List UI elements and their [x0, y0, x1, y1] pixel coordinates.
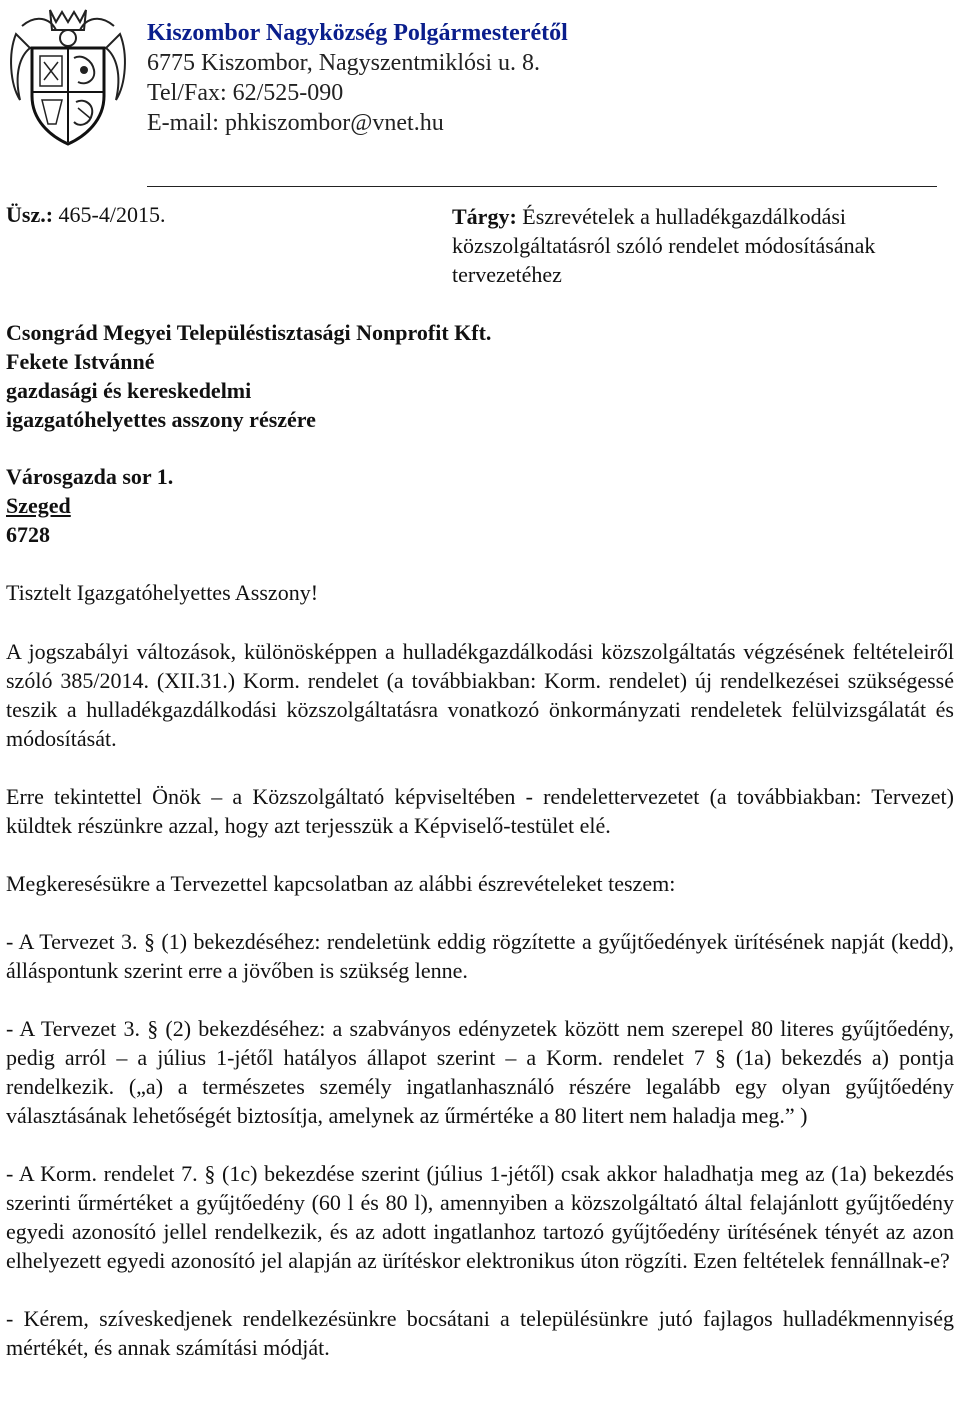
recipient-street: Városgazda sor 1. [6, 464, 174, 489]
subject-line-3: tervezetéhez [452, 262, 562, 287]
reference-value: 465-4/2015. [58, 202, 166, 227]
reference-number [6, 202, 166, 228]
paragraph: - A Korm. rendelet 7. § (1c) bekezdése szerint (július 1-jétől) csak akkor haladhatja meg az (1a) bekezdés szerinti űrmértéket a gyűjtőedény (60 l és 80 l), amennyiben a közszolgáltató által felajánlott gyűjtőedény egyedi azonosító jellel rendelkezik, és az adott ingatlanhoz tartozó gyűjtőedény ürítésének tényét az azon elhelyezett egyedi azonosító jel alapján az ürítéskor elektronikus úton rögzíti. Ezen feltételek fennállnak-e? [6, 1161, 954, 1273]
letterhead-telfax: Tel/Fax: 62/525-090 [147, 80, 344, 106]
letterhead-email: E-mail: phkiszombor@vnet.hu [147, 110, 444, 136]
recipient-zip: 6728 [6, 522, 50, 547]
recipient-role-1: gazdasági és kereskedelmi [6, 378, 252, 403]
paragraph: - A Tervezet 3. § (1) bekezdéséhez: rendeletünk eddig rögzítette a gyűjtőedények ürítésének napját (kedd), álláspontunk szerint erre a jövőben is szükség lenne. [6, 929, 954, 983]
paragraph: - A Tervezet 3. § (2) bekezdéséhez: a szabványos edényzetek között nem szerepel 80 literes gyűjtőedény, pedig arról – a július 1-jétől hatályos állapot szerint – a Korm. rendelet 7 § (1a) bekezdés a) pontja rendelkezik. („a) a természetes személy ingatlanhasználó részére legalább egy olyan gyűjtőedény választásának lehetőségét biztosítja, amelynek az űrmértéke a 80 litert nem haladja meg.” ) [6, 1016, 954, 1128]
paragraph: A jogszabályi változások, különösképpen a hulladékgazdálkodási közszolgáltatás végzésének feltételeiről szóló 385/2014. (XII.31.) Korm. rendelet (a továbbiakban: Korm. rendelet) új rendelkezései szükségessé teszik a hulladékgazdálkodási közszolgáltatásra vonatkozó önkormányzati rendeletek felülvizsgálatát és módosítását. [6, 639, 954, 751]
recipient-role-2: igazgatóhelyettes asszony részére [6, 407, 316, 432]
paragraph: Erre tekintettel Önök – a Közszolgáltató képviseltében - rendelettervezetet (a továbbiakban: Tervezet) küldtek részünkre azzal, hogy azt terjesszük a Képviselő-testület elé. [6, 784, 954, 838]
coat-of-arms-icon [6, 4, 130, 148]
subject-block [452, 202, 952, 289]
recipient-address [6, 462, 173, 549]
recipient-block [6, 318, 491, 434]
recipient-name: Fekete Istvánné [6, 349, 155, 374]
letter-body [6, 608, 954, 1391]
letterhead-address: 6775 Kiszombor, Nagyszentmiklósi u. 8. [147, 50, 540, 76]
reference-label: Üsz.: [6, 202, 54, 227]
subject-line-2: közszolgáltatásról szóló rendelet módosításának [452, 233, 876, 258]
recipient-org: Csongrád Megyei Településtisztasági Nonprofit Kft. [6, 320, 492, 345]
subject-line-1: Észrevételek a hulladékgazdálkodási [522, 204, 847, 229]
letterhead [147, 18, 568, 138]
letterhead-title: Kiszombor Nagyközség Polgármesterétől [147, 20, 568, 46]
paragraph: - Kérem, szíveskedjenek rendelkezésünkre bocsátani a településünkre jutó fajlagos hulladékmennyiség mértékét, és annak számítási módját. [6, 1306, 954, 1360]
paragraph: Megkeresésükre a Tervezettel kapcsolatban az alábbi észrevételeket teszem: [6, 871, 676, 896]
subject-label: Tárgy: [452, 204, 517, 229]
header-divider [147, 186, 937, 187]
salutation: Tisztelt Igazgatóhelyettes Asszony! [6, 580, 319, 605]
recipient-city: Szeged [6, 493, 71, 518]
